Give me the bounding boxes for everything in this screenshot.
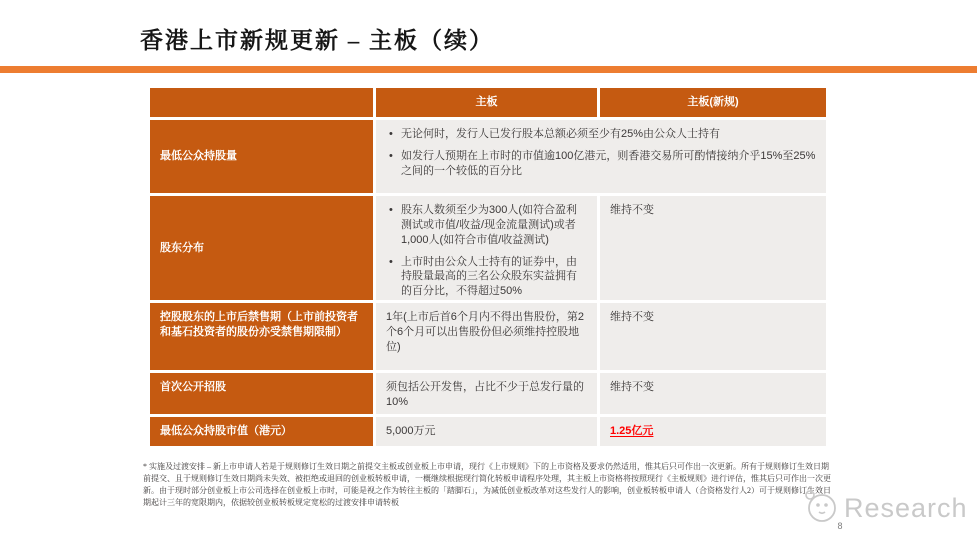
page-number: 8	[837, 521, 843, 531]
table-header-main-board: 主板	[376, 88, 597, 117]
listing-rules-table	[150, 88, 826, 446]
row-content-min-market-cap: 5,000万元	[376, 417, 597, 446]
bullet-list	[386, 127, 816, 179]
bullet-item: • 上市时由公众人士持有的证券中，由持股量最高的三名公众股东实益拥有的百分比，不得超过50%	[386, 255, 587, 300]
bullet-list	[386, 203, 587, 299]
row-label-min-market-cap: 最低公众持股市值（港元）	[150, 417, 373, 446]
table-header-main-board-new: 主板(新规)	[600, 88, 826, 117]
row-label-lockup-period: 控股股东的上市后禁售期（上市前投资者和基石投资者的股份亦受禁售期限制）	[150, 303, 373, 370]
bullet-item: • 如发行人预期在上市时的市值逾100亿港元，则香港交易所可酌情接纳介乎15%至25%之间的一个较低的百分比	[386, 149, 816, 179]
row-content-ipo-offering: 须包括公开发售，占比不少于总发行量的10%	[376, 373, 597, 414]
row-new-min-market-cap	[600, 417, 826, 446]
table-header-blank	[150, 88, 373, 117]
logo-text: Research	[844, 493, 968, 523]
highlighted-new-value: 1.25亿元	[610, 425, 654, 437]
footnote: * 实施及过渡安排 – 新上市申请人若是于规则修订生效日期之前提交主板或创业板上市申请，现行《上市规则》下的上市资格及要求仍然适用，惟其后只可作出一次更新。所有于规则修订生效日期前提交、且于规则修订生效日期尚未失效、被拒绝或退回的创业板转板申请，一概继续根据现行简化转板申请程序处理，其主板上市资格将按照现行《主板规则》进行评估，惟其后只可作出一次更新。由于现时部分创业板上市公司选择在创业板上市时，可能是视之作为转往主板的「踏脚石」，为减低创业板改革对这些发行人的影响，创业板转板申请人（合资格发行人2）可于规则修订生效日期起计三年的宽限期内，依据较创业板转板规定宽松的过渡安排申请转板	[143, 462, 831, 507]
row-new-shareholder-spread: 维持不变	[600, 196, 826, 300]
title-rule	[0, 66, 977, 73]
bullet-item: • 股东人数须至少为300人(如符合盈利测试或市值/收益/现金流量测试)或者1,000人(如符合市值/收益测试)	[386, 203, 587, 248]
bullet-item: • 无论何时，发行人已发行股本总额必须至少有25%由公众人士持有	[386, 127, 816, 142]
row-content-min-public-float	[376, 120, 826, 193]
research-logo	[800, 486, 968, 531]
row-new-ipo-offering: 维持不变	[600, 373, 826, 414]
page-title: 香港上市新规更新 – 主板（续）	[140, 28, 494, 53]
row-label-min-public-float: 最低公众持股量	[150, 120, 373, 193]
row-content-shareholder-spread	[376, 196, 597, 300]
row-label-shareholder-spread: 股东分布	[150, 196, 373, 300]
row-new-lockup-period: 维持不变	[600, 303, 826, 370]
row-content-lockup-period: 1年(上市后首6个月内不得出售股份，第2个6个月可以出售股份但必须维持控股地位)	[376, 303, 597, 370]
row-label-ipo-offering: 首次公开招股	[150, 373, 373, 414]
